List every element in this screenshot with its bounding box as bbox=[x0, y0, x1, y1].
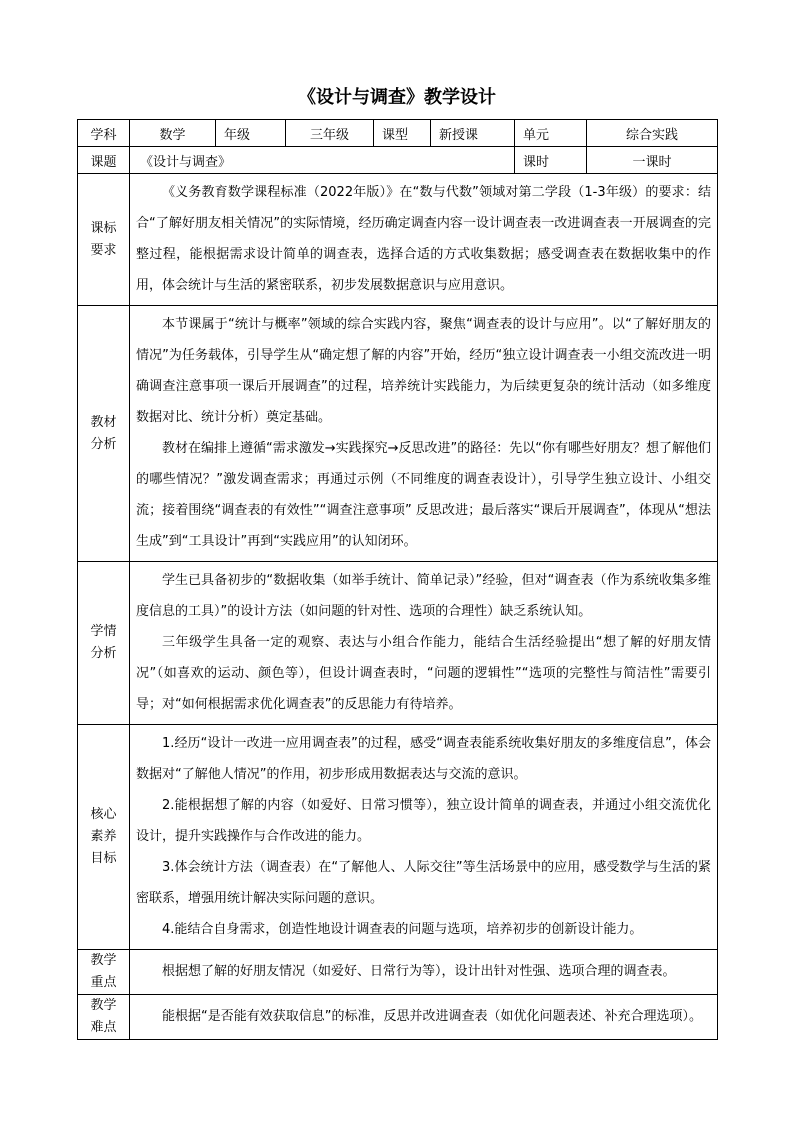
section-row bbox=[78, 174, 718, 306]
paragraph: 3.体会统计方法（调查表）在“了解他人、人际交往”等生活场景中的应用，感受数学与生活的紧密联系，增强用统计解决实际问题的意识。 bbox=[136, 860, 711, 906]
section-label bbox=[78, 950, 130, 995]
paragraph: 2.能根据想了解的内容（如爱好、日常习惯等），独立设计简单的调查表，并通过小组交流优化设计，提升实践操作与合作改进的能力。 bbox=[136, 798, 711, 844]
section-content bbox=[130, 725, 718, 950]
section-label bbox=[78, 174, 130, 306]
section-content bbox=[130, 562, 718, 725]
section-label-line: 分析 bbox=[90, 646, 117, 661]
paragraph: 教材在编排上遵循“需求激发→实践探究→反思改进”的路径：先以“你有哪些好朋友？想了解他们的哪些情况？”激发调查需求；再通过示例（不同维度的调查表设计），引导学生独立设计、小组交流；接着围绕“调查表的有效性”“调查注意事项” 反思改进；最后落实“课后开展调查”，体现从“想法生成”到“工具设计”再到“实践应用”的认知闭环。 bbox=[136, 441, 711, 549]
section-label-line: 重点 bbox=[90, 975, 117, 990]
section-label-line: 学情 bbox=[90, 624, 117, 639]
section-label bbox=[78, 306, 130, 562]
section-label-line: 分析 bbox=[90, 436, 117, 452]
section-content bbox=[130, 950, 718, 995]
section-label-line: 教学 bbox=[90, 953, 117, 968]
lesson-type-label: 课型 bbox=[374, 120, 431, 147]
section-content bbox=[130, 306, 718, 562]
section-row bbox=[78, 306, 718, 562]
unit-label: 单元 bbox=[515, 120, 587, 147]
paragraph: 《义务教育数学课程标准（2022年版）》在“数与代数”领域对第二学段（1-3年级）的要求：结合“了解好朋友相关情况”的实际情境，经历确定调查内容一设计调查表一改进调查表一开展调查的完整过程，能根据需求设计简单的调查表，选择合适的方式收集数据；感受调查表在数据收集中的作用，体会统计与生活的紧密联系，初步发展数据意识与应用意识。 bbox=[136, 185, 711, 293]
unit-value: 综合实践 bbox=[587, 120, 718, 147]
topic-row bbox=[78, 147, 718, 174]
section-content bbox=[130, 174, 718, 306]
section-label-line: 课标 bbox=[90, 220, 117, 236]
section-label-line: 教学 bbox=[90, 998, 117, 1013]
lesson-plan-table-wrapper bbox=[77, 119, 717, 1040]
section-label-line: 目标 bbox=[90, 851, 117, 866]
paragraph: 能根据“是否能有效获取信息”的标准，反思并改进调查表（如优化问题表述、补充合理选项）。 bbox=[162, 1009, 702, 1024]
section-label-line: 教材 bbox=[90, 414, 117, 430]
paragraph: 学生已具备初步的“数据收集（如举手统计、简单记录）”经验，但对“调查表（作为系统收集多维度信息的工具）”的设计方法（如问题的针对性、选项的合理性）缺乏系统认知。 bbox=[136, 573, 711, 619]
paragraph: 1.经历“设计一改进一应用调查表”的过程，感受“调查表能系统收集好朋友的多维度信息”，体会数据对“了解他人情况”的作用，初步形成用数据表达与交流的意识。 bbox=[136, 736, 711, 782]
meta-row bbox=[78, 120, 718, 147]
topic-label: 课题 bbox=[78, 147, 130, 174]
section-label bbox=[78, 995, 130, 1040]
grade-label: 年级 bbox=[216, 120, 286, 147]
paragraph: 三年级学生具备一定的观察、表达与小组合作能力，能结合生活经验提出“想了解的好朋友情况”（如喜欢的运动、颜色等），但设计调查表时，“问题的逻辑性”“选项的完整性与简洁性”需要引导；对“如何根据需求优化调查表”的反思能力有待培养。 bbox=[136, 635, 711, 712]
paragraph: 4.能结合自身需求，创造性地设计调查表的问题与选项，培养初步的创新设计能力。 bbox=[162, 922, 643, 937]
section-label bbox=[78, 562, 130, 725]
lesson-type-value: 新授课 bbox=[431, 120, 515, 147]
lesson-plan-table bbox=[77, 119, 718, 1040]
topic-value: 《设计与调查》 bbox=[130, 147, 515, 174]
class-hours-value: 一课时 bbox=[587, 147, 718, 174]
section-row bbox=[78, 950, 718, 995]
subject-label: 学科 bbox=[78, 120, 130, 147]
grade-value: 三年级 bbox=[286, 120, 374, 147]
paragraph: 本节课属于“统计与概率”领域的综合实践内容，聚焦“调查表的设计与应用”。以“了解好朋友的情况”为任务载体，引导学生从“确定想了解的内容”开始，经历“独立设计调查表一小组交流改进一明确调查注意事项一课后开展调查”的过程，培养统计实践能力，为后续更复杂的统计活动（如多维度数据对比、统计分析）奠定基础。 bbox=[136, 317, 711, 425]
subject-value: 数学 bbox=[130, 120, 216, 147]
section-content bbox=[130, 995, 718, 1040]
section-label-line: 难点 bbox=[90, 1020, 117, 1035]
document-title: 《设计与调查》教学设计 bbox=[298, 87, 496, 108]
paragraph: 根据想了解的好朋友情况（如爱好、日常行为等），设计出针对性强、选项合理的调查表。 bbox=[162, 964, 676, 979]
section-label-line: 核心 bbox=[90, 807, 117, 822]
section-label-line: 素养 bbox=[90, 829, 117, 844]
section-row bbox=[78, 562, 718, 725]
section-row bbox=[78, 995, 718, 1040]
class-hours-label: 课时 bbox=[515, 147, 587, 174]
section-label bbox=[78, 725, 130, 950]
section-label-line: 要求 bbox=[90, 242, 117, 258]
section-row bbox=[78, 725, 718, 950]
